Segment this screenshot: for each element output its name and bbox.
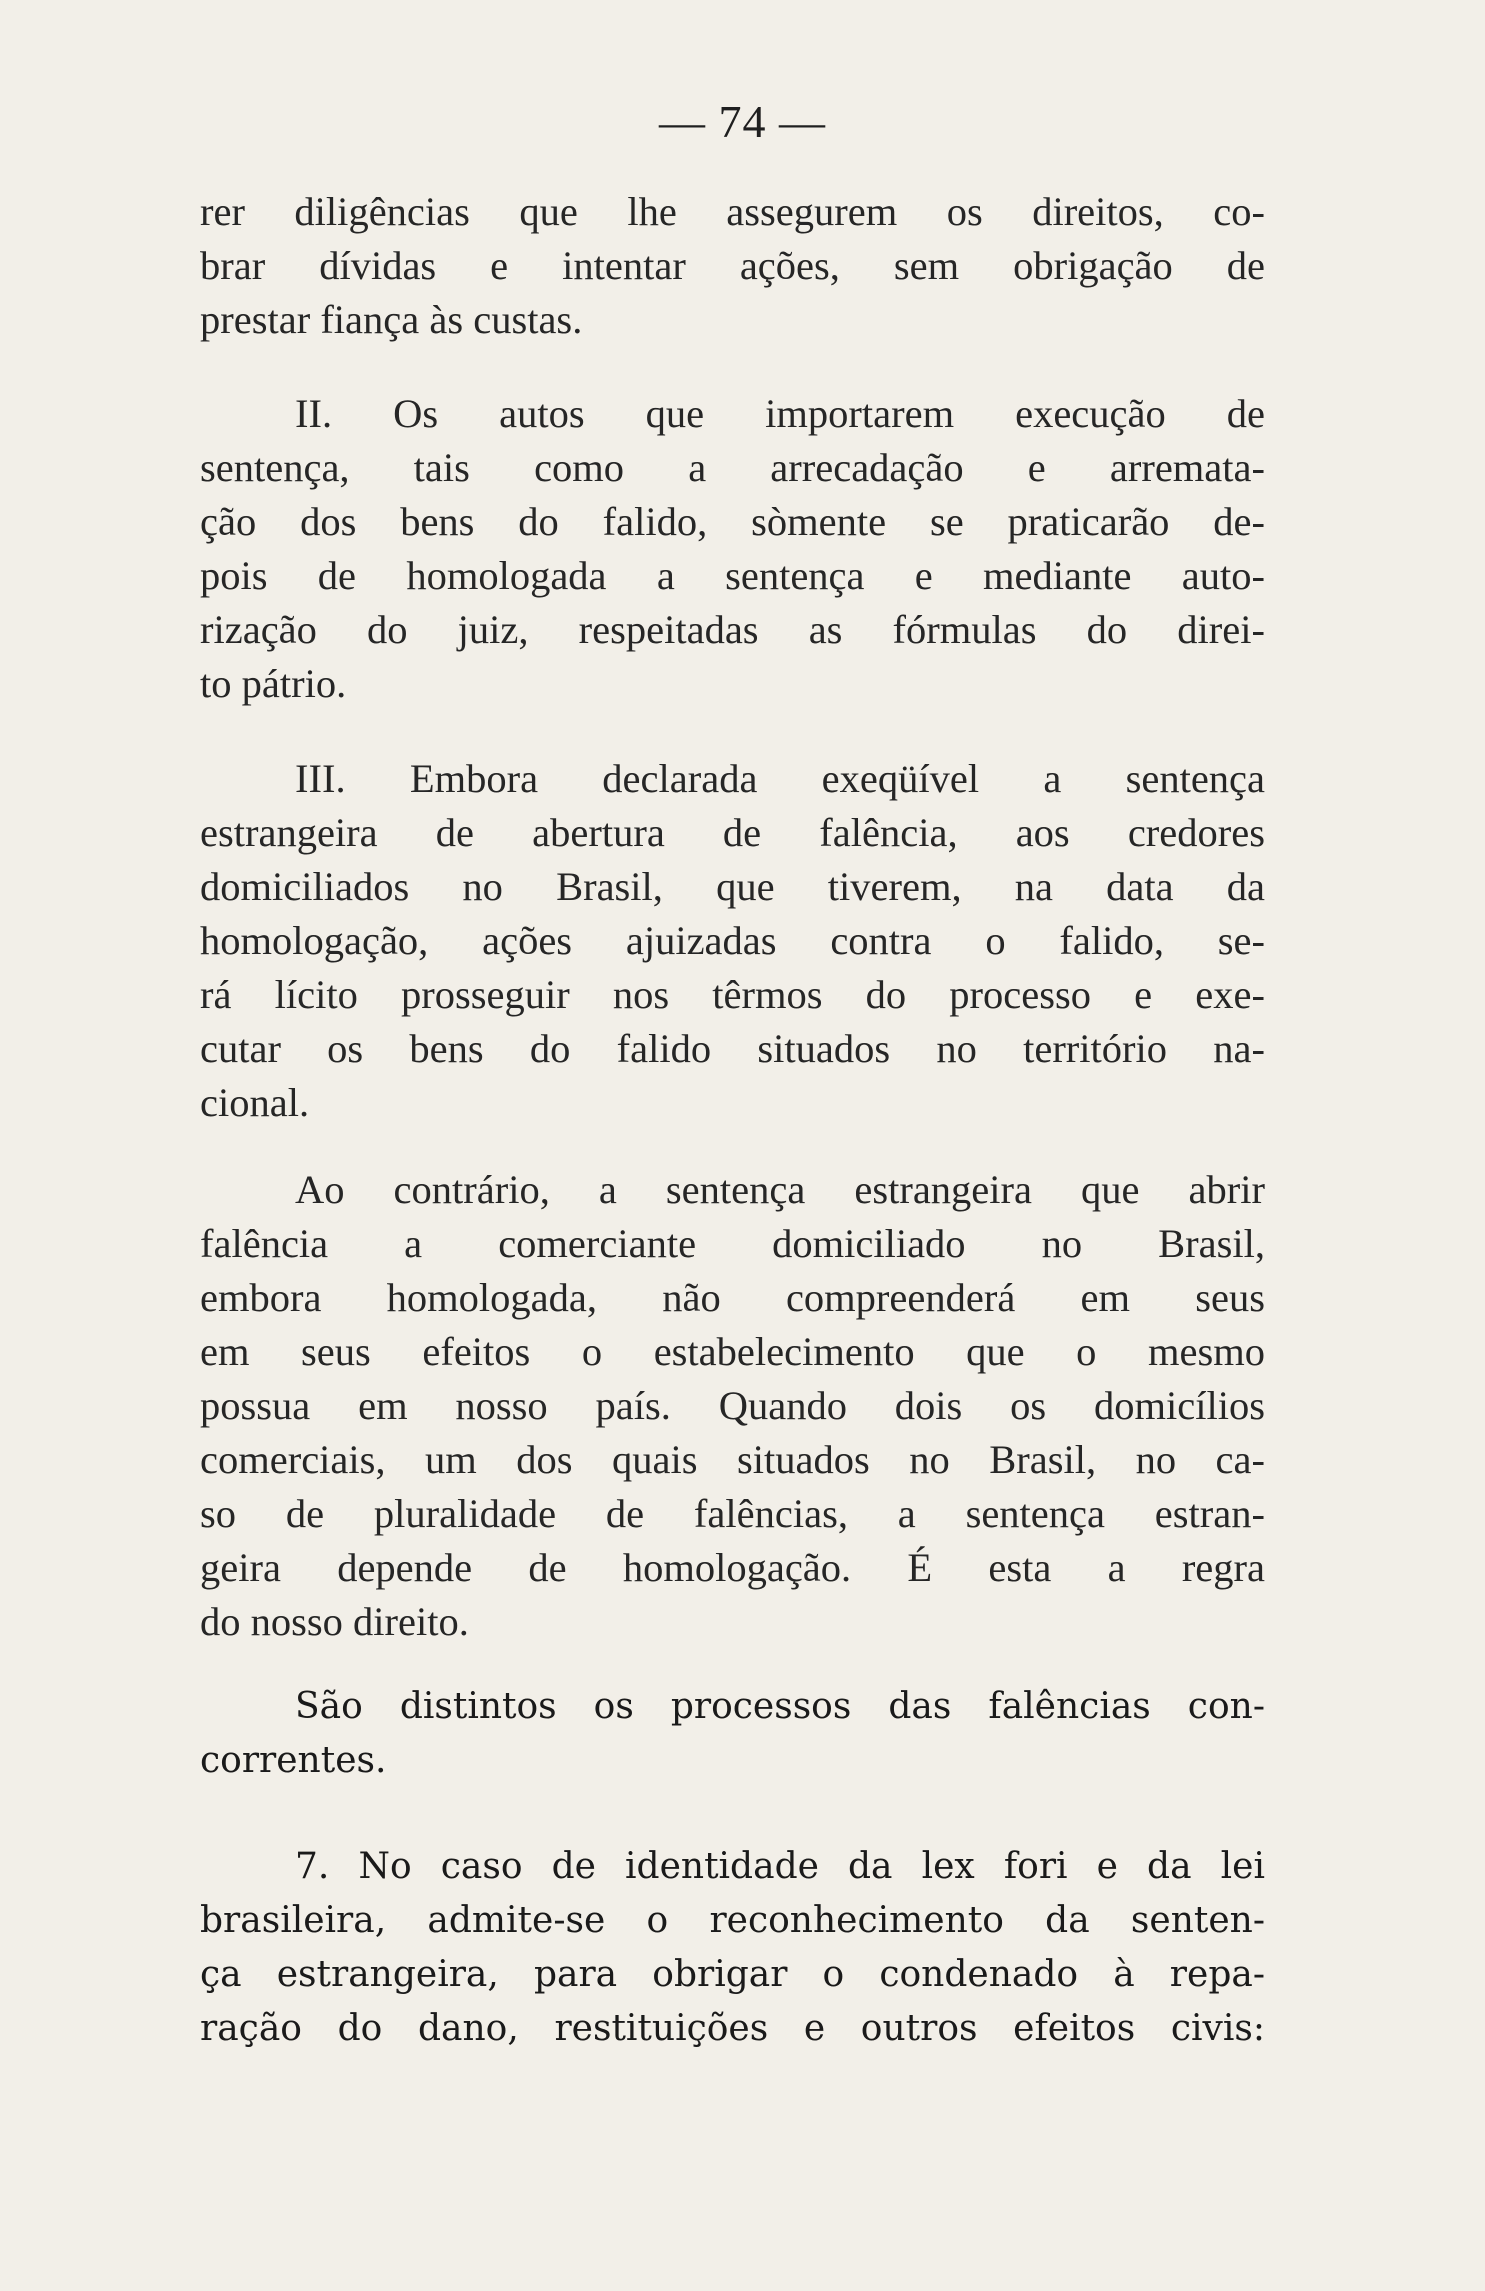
text-line: rá lícito prosseguir nos têrmos do processo e exe-: [200, 972, 1265, 1017]
text-line: Ao contrário, a sentença estrangeira que abrir: [295, 1167, 1265, 1212]
text-line: cional.: [200, 1080, 310, 1125]
text-line: estrangeira de abertura de falência, aos credores: [200, 810, 1265, 855]
text-line: 7. No caso de identidade da lex fori e da lei: [295, 1846, 1265, 1887]
text-line: pois de homologada a sentença e mediante auto-: [200, 553, 1265, 598]
page-number: — 74 —: [659, 96, 826, 147]
text-line: falência a comerciante domiciliado no Brasil,: [200, 1221, 1265, 1266]
text-line: possua em nosso país. Quando dois os domicílios: [200, 1383, 1265, 1428]
text-line: III. Embora declarada exeqüível a sentença: [295, 756, 1265, 801]
paragraph-6: [200, 1840, 1265, 2056]
text-line: prestar fiança às custas.: [200, 297, 583, 342]
paragraph-1: [200, 185, 1265, 347]
paragraph-4: [200, 1163, 1265, 1649]
paragraph-5: [200, 1680, 1265, 1788]
text-line: brar dívidas e intentar ações, sem obrigação de: [200, 243, 1265, 288]
text-line: do nosso direito.: [200, 1599, 469, 1644]
text-line: São distintos os processos das falências con-: [295, 1686, 1265, 1727]
text-line: embora homologada, não compreenderá em seus: [200, 1275, 1265, 1320]
text-line: rer diligências que lhe assegurem os direitos, co-: [200, 189, 1265, 234]
text-line: ça estrangeira, para obrigar o condenado à repa-: [200, 1954, 1265, 1995]
text-line: rização do juiz, respeitadas as fórmulas do direi-: [200, 607, 1265, 652]
text-line: so de pluralidade de falências, a sentença estran-: [200, 1491, 1265, 1536]
text-line: comerciais, um dos quais situados no Brasil, no ca-: [200, 1437, 1265, 1482]
text-line: ção dos bens do falido, sòmente se praticarão de-: [200, 499, 1265, 544]
text-line: em seus efeitos o estabelecimento que o mesmo: [200, 1329, 1265, 1374]
text-line: sentença, tais como a arrecadação e arremata-: [200, 445, 1265, 490]
text-line: II. Os autos que importarem execução de: [295, 391, 1265, 436]
text-line: ração do dano, restituições e outros efeitos civis:: [200, 2008, 1265, 2049]
paragraph-2: [200, 387, 1265, 711]
text-line: brasileira, admite-se o reconhecimento da senten-: [200, 1900, 1265, 1941]
text-line: geira depende de homologação. É esta a regra: [200, 1545, 1265, 1590]
text-line: correntes.: [200, 1740, 387, 1781]
text-line: cutar os bens do falido situados no território na-: [200, 1026, 1265, 1071]
text-line: domiciliados no Brasil, que tiverem, na data da: [200, 864, 1265, 909]
text-line: homologação, ações ajuizadas contra o falido, se-: [200, 918, 1265, 963]
text-line: to pátrio.: [200, 661, 347, 706]
paragraph-3: [200, 752, 1265, 1130]
